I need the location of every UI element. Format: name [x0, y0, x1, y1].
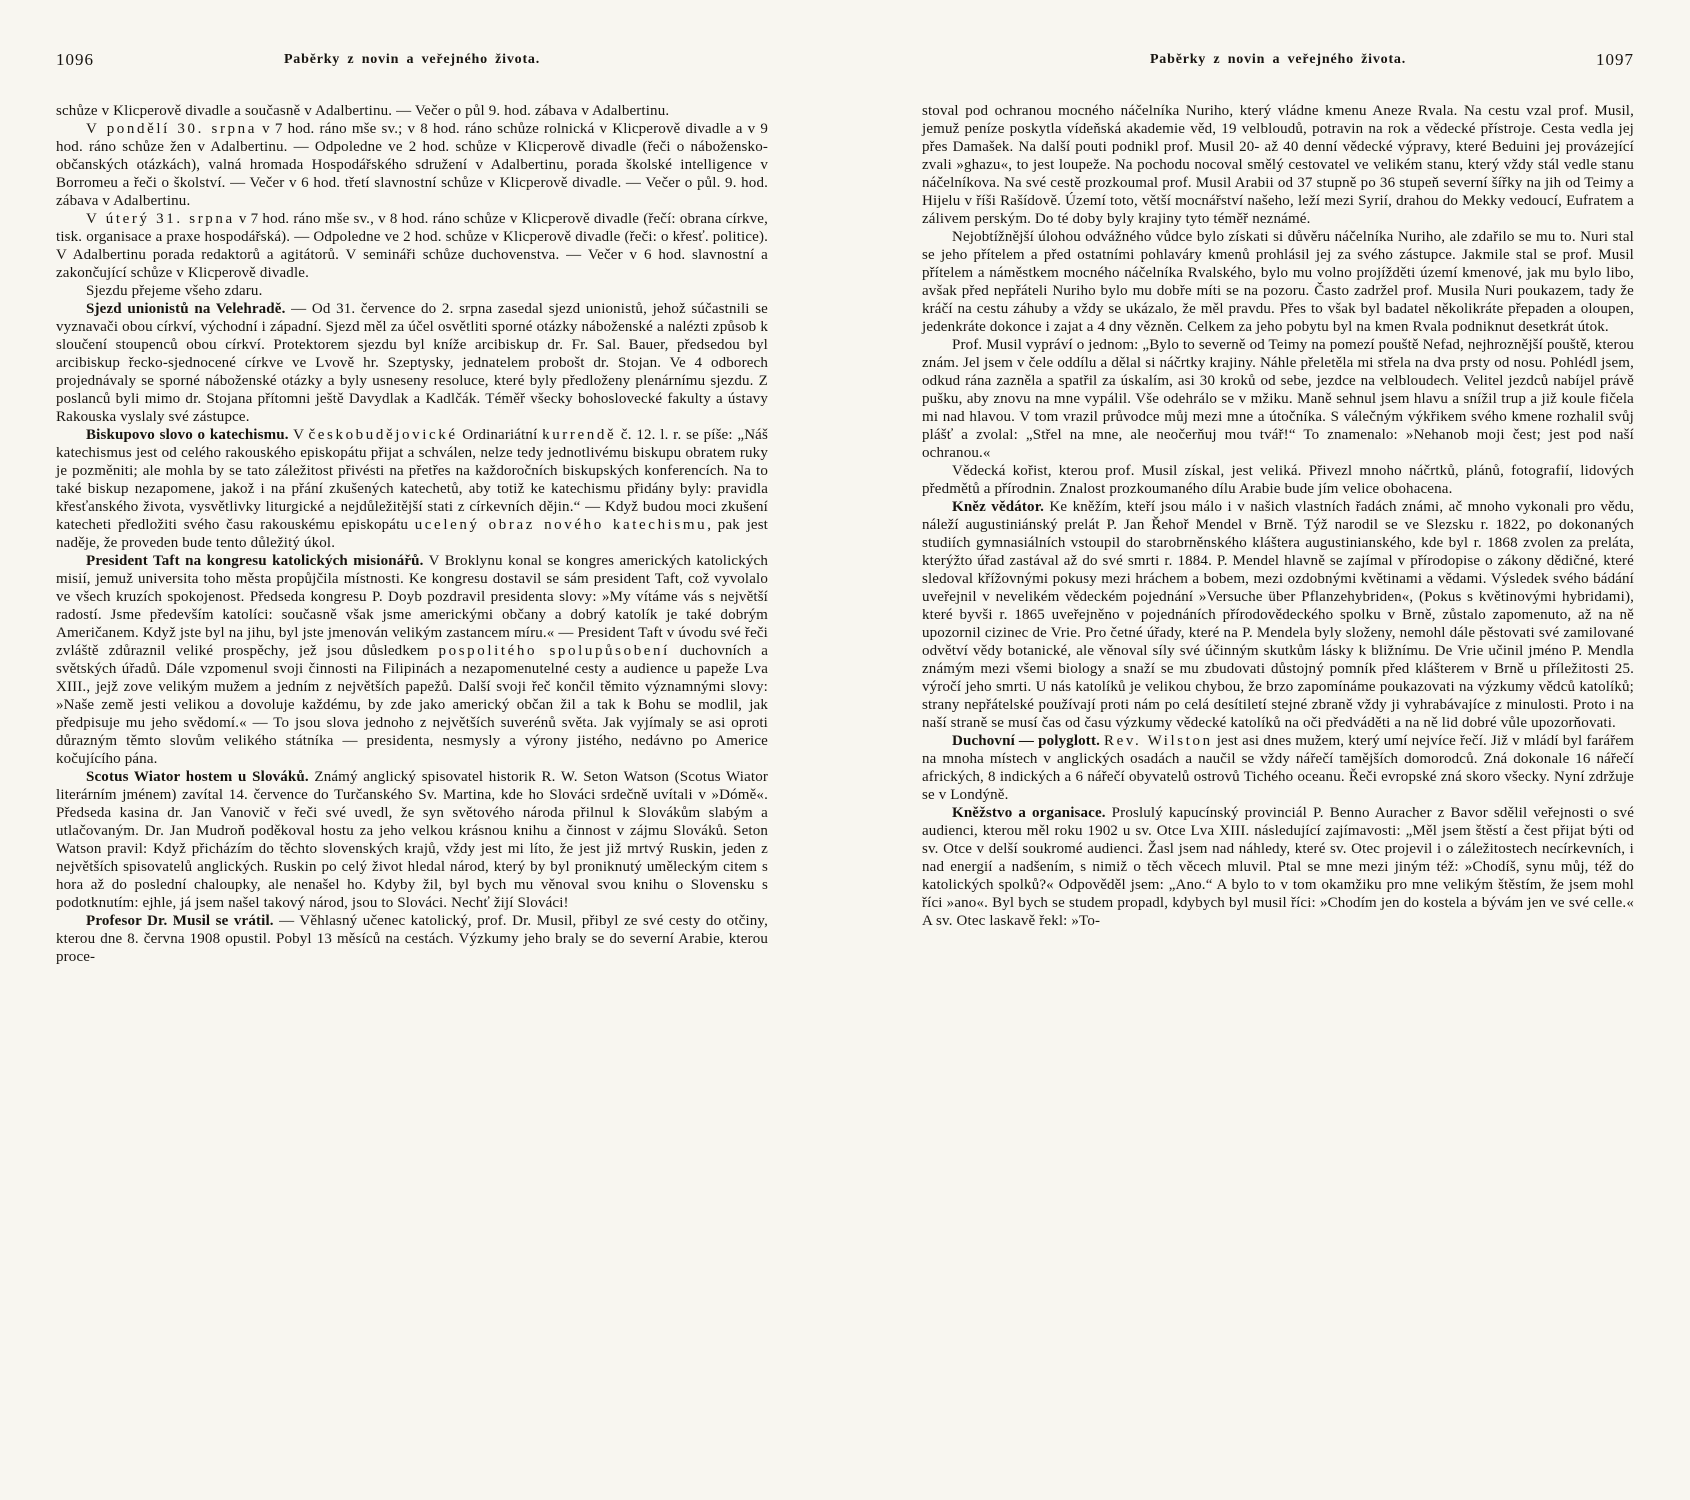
text-run: — Od 31. července do 2. srpna zasedal sjezd unionistů, jehož súčastnili se vyznavači obou církví, východní i západní. Sjezd měl za účel osvětliti sporné otázky náboženské a nalézti způsob k sloučení stoupenců obou církví. Protektorem sjezdu byl kníže arcibiskup dr. Fr. Sal. Bauer, předsedou byl arcibiskup řecko-sjednocené církve ve Lvově hr. Szeptysky, jednatelem probošt dr. Stojan. Ve 4 odborech projednávaly se sporné náboženské otázky a byly usneseny resoluce, které byly předloženy plenárnímu sjezdu. Z poslanců byli mimo dr. Stojana přítomni ještě Davydlak a Kadlčák. Téměř všecky bohoslovecké fakulty a ústavy Rakouska vyslaly své zástupce.: [56, 301, 768, 425]
text-run: Nejobtížnější úlohou odvážného vůdce bylo získati si důvěru náčelníka Nuriho, ale zdařilo se mu to. Nuri stal se jeho přítelem a před ostatními pohlaváry kmenů prohlásil jej za svého zástupce. Jakmile stal se prof. Musil přítelem a náměstkem mocného náčelníka Rvalského, bylo mu volno projížděti území kmenové, jak mu bylo libo, avšak před nepřáteli Nuriho bylo mu dobře míti se na pozoru. Často zadržel prof. Musila Nuri poukazem, tady že kráčí na cestu záhuby a vždy se ukázalo, že měl pravdu. Přes to však byl badatel několikráte přepaden a oloupen, jedenkráte dokonce i zajat a 4 dny vězněn. Celkem za jeho pobytu byl na kmen Rvala podniknut desetkrát útok.: [922, 229, 1634, 335]
text-run: jest asi dnes mužem, který umí nejvíce řečí. Již v mládí byl farářem na mnoha místech v anglických osadách a naučil se vždy nářečí tamějších domorodců. Zná dokonale 16 nářečí afrických, 8 indických a 6 nářečí obyvatelů ostrovů Tichého oceanu. Řeči evropské zná skoro všecky. Nyní zdržuje se v Londýně.: [922, 733, 1635, 803]
paragraph: [56, 426, 768, 552]
text-run: Sjezd unionistů na Velehradě.: [86, 301, 286, 317]
text-run: V pondělí 30. srpna: [86, 121, 258, 137]
running-title-left: Paběrky z novin a veřejného života.: [283, 52, 541, 67]
paragraph: [56, 300, 768, 426]
text-run: , pak jest naděje, že proveden bude tento důležitý úkol.: [56, 517, 768, 551]
text-run: Kněžstvo a organisace.: [952, 805, 1106, 821]
page-right: [922, 50, 1634, 1500]
page-header-left: [56, 50, 768, 76]
text-run: Vědecká kořist, kterou prof. Musil získal, jest veliká. Přivezl mnoho náčrtků, plánů, fotografií, lidových předmětů a přírodnin. Znalost prozkoumaného dílu Arabie bude jím velice obohacena.: [922, 463, 1634, 497]
paragraph: [56, 768, 768, 912]
text-run: Ke kněžím, kteří jsou málo i v našich vlastních řadách známi, ač mnoho vykonali pro vědu, náleží augustiniánský prelát P. Jan Řehoř Mendel v Brně. Týž narodil se ve Slezsku r. 1822, po dokonaných studiích gymnasiálních vstoupil do starobrněnského kláštera augustinianského, kde byl r. 1868 zvolen za preláta, kterýžto úřad zastával až do své smrti r. 1884. P. Mendel hlavně se zajímal v přírodopise o zákony dědičné, které sledoval křížovnými pokusy mezi hráchem a bobem, mezi ozdobnými květinami a vědami. Výsledek svého bádání uveřejnil v nevelikém vědeckém pojednání »Versuche über Pflanzehybriden«, (Pokus s květinovými hybridami), které byvši r. 1865 uveřejněno v pojednáních přírodovědeckého spolku v Brně, zůstalo zapomenuto, až na ně upozornil cizinec de Vrie. Pro četné úřady, které na P. Mendela byly složeny, nemohl dále pěstovati své zamilované odvětví vědy botanické, ale věnoval síly své účinným skutkům lásky k bližnímu. De Vrie učinil jméno P. Mendla známým mezi všemi biology a snaží se mu zbudovati důstojný pomník před klášterem v Brně u příležitosti 25. výročí jeho smrti. U nás katolíků je velikou chybou, že brzo zapomínáme poukazovati na výzkumy vědců katolíků; strany nepřátelské používají proti nám po celá desítiletí stejné zbraně vždy ji vyhrabávajíce z minulosti. Proto i na naší straně se musí čas od času výzkumy vědecké katolíků na oči předváděti a na ně lid dobré vůle upozorňovati.: [922, 499, 1635, 731]
page-left: [56, 50, 768, 1500]
text-run: kurrendě: [542, 427, 617, 443]
paragraph: [922, 498, 1634, 732]
text-run: českobudějovické: [308, 427, 458, 443]
paragraph: [56, 210, 768, 282]
paragraph: [56, 102, 768, 120]
text-run: schůze v Klicperově divadle a současně v Adalbertinu. — Večer o půl 9. hod. zábava v Adalbertinu.: [56, 103, 670, 119]
text-run: Známý anglický spisovatel historik R. W. Seton Watson (Scotus Wiator literárním jménem) zavítal 14. července do Turčanského Sv. Martina, kde ho Slováci srdečně uvítali v »Dómě«. Předseda kasina dr. Jan Vanovič v řeči své uvedl, že syn světového národa přilnul k Slovákům slabým a utlačovaným. Dr. Jan Mudroň poděkoval hostu za jeho velkou krásnou knihu a činnost v zájmu Slováků. Seton Watson pravil: Když přicházím do těchto slovenských krajů, vždy jest mi líto, že jest již mrtvý Ruskin, jeden z největších spisovatelů anglických. Ruskin po celý život hledal národ, který by byl proniknutý uměleckým citem s hora až do poslední chaloupky, ale nenašel ho. Kdyby žil, byl bych mu věnoval svou knihu o Slovensku s podotknutím: ejhle, já jsem našel takový národ, jsou to Slováci. Nechť žijí Slováci!: [56, 769, 768, 911]
paragraph: [922, 462, 1634, 498]
text-run: v 7 hod. ráno mše sv.; v 8 hod. ráno schůze rolnická v Klicperově divadle a v 9 hod. ráno schůze žen v Adalbertinu. — Odpoledne ve 2 hod. schůze v Klicperově divadle (řeči o nábožensko-občanských otázkách), valná hromada Hospodářského sdružení v Adalbertinu, porada školské intelligence v Borromeu a řeči o školství. — Večer v 6 hod. třetí slavnostní schůze v Klicperově divadle. — Večer o půl. 9. hod. zábava v Adalbertinu.: [56, 121, 768, 209]
text-run: Rev. Wilston: [1104, 733, 1213, 749]
page-text-right: [922, 102, 1634, 930]
paragraph: [922, 228, 1634, 336]
text-run: ucelený obraz nového katechismu: [414, 517, 708, 533]
paragraph: [56, 120, 768, 210]
paragraph: [922, 732, 1634, 804]
text-run: Duchovní — polyglott.: [952, 733, 1100, 749]
page-header-right: [922, 50, 1634, 76]
text-run: V: [288, 427, 309, 443]
text-run: V Broklynu konal se kongres amerických katolických misií, jemuž universita toho města propůjčila místnosti. Ke kongresu dostavil se sám president Taft, což vyvolalo ve všech kruzích spokojenost. Předseda kongresu P. Doyb pozdravil presidenta slovy: »My vítáme vás s největší radostí. Jsme především katolíci: současně však jsme americkými občany a dobrý katolík je také dobrým Američanem. Když jste byl na jihu, byl jste jmenován velikým zastancem míru.« — President Taft v úvodu své řeči zvláště zdůraznil veliké prospěchy, jež jsou důsledkem: [56, 553, 768, 659]
text-run: č. 12. l. r. se píše: „Náš katechismus jest od celého rakouského episkopátu přijat a schválen, nelze tedy jednotlivému biskupu obratem ruky je pozměniti; ale mohla by se tato záležitost přivésti na přetřes na každoročních biskupských konferencích. Na to také biskup nezapomene, jakož i na přání zkušených katechetů, aby totiž ke katechismu přidány byly: pravidla křesťanského života, vysvětlivky liturgické a nejdůležitější stati z církevních dějin.“ — Když budou moci zkušení katecheti předložiti svého času rakouskému episkopátu: [56, 427, 768, 533]
text-run: Kněz vědátor.: [952, 499, 1045, 515]
text-run: President Taft na kongresu katolických misionářů.: [86, 553, 424, 569]
paragraph: [922, 336, 1634, 462]
text-run: Proslulý kapucínský provinciál P. Benno Auracher z Bavor sdělil veřejnosti o své audienci, kterou měl roku 1902 u sv. Otce Lva XIII. následující zajímavosti: „Měl jsem štěstí a čest přijat býti od sv. Otce v delší soukromé audienci. Žasl jsem nad náhledy, které sv. Otec projevil i o záležitostech necírkevních, i nad energií a nadšením, s nimiž o těch věcech mluvil. Ptal se mne mezi jiným též: »Chodíš, synu můj, též do katolických spolků?« Odpověděl jsem: „Ano.“ A bylo to v tom okamžiku pro mne velikým štěstím, že jsem mohl říci »ano«. Byl bych se studem propadl, kdybych byl musil říci: »Chodím jen do kostela a bývám jen ve své celle.« A sv. Otec laskavě řekl: »To-: [922, 805, 1635, 929]
text-run: — Věhlasný učenec katolický, prof. Dr. Musil, přibyl ze své cesty do otčiny, kterou dne 8. června 1908 opustil. Pobyl 13 měsíců na cestách. Výzkumy jeho braly se do severní Arabie, kterou proce-: [56, 913, 768, 965]
page-number-left: 1096: [56, 50, 94, 69]
paragraph: [56, 912, 768, 966]
text-run: duchovních a světských úřadů. Dále vzpomenul svoji činnosti na Filipinách a nezapomenutelné cesty a audience u papeže Lva XIII., jejž zove velikým mužem a jedním z největších papežů. Další svoji řeč končil těmito významnými slovy: »Naše země jesti velikou a dovoluje každému, by zde jako americký občan žil a tak k Bohu se modlil, jak předpisuje mu jeho svědomí.« — To jsou slova jednoho z největších suverénů světa. Jak vyjímaly se asi oproti důrazným těmto slovům velikého státníka — presidenta, nesmysly a výrony jistého, nedávno po Americe kočujícího pána.: [56, 643, 769, 767]
text-run: Ordinariátní: [457, 427, 543, 443]
running-title-right: Paběrky z novin a veřejného života.: [1149, 52, 1407, 67]
text-run: Scotus Wiator hostem u Slováků.: [86, 769, 309, 785]
paragraph: [922, 804, 1634, 930]
paragraph: [56, 552, 768, 768]
text-run: stoval pod ochranou mocného náčelníka Nuriho, který vládne kmenu Aneze Rvala. Na cestu vzal prof. Musil, jemuž peníze poskytla vídeňská akademie věd, 19 velbloudů, potravin na rok a vědecké přístroje. Cesta vedla jej přes Damašek. Na další pouti podnikl prof. Musil 20- až 40 denní vědecké výpravy, které Beduini jej provázející zvali »ghazu«, to jest loupeže. Na pochodu nocoval smělý cestovatel ve velikém stanu, který vždy stál vedle stanu náčelníkova. Na své cestě prozkoumal prof. Musil Arabii od 37 stupně po 36 stupeň severní šířky na jih od Teimy a Hijelu v říši Rašídově. Území toto, větší mocnářství našeho, leží mezi Syrií, drahou do Mekky vedoucí, Eufratem a zálivem perským. Do té doby byly krajiny tyto téměř neznámé.: [922, 103, 1634, 227]
paragraph: [56, 282, 768, 300]
text-run: Sjezdu přejeme všeho zdaru.: [86, 283, 263, 299]
text-run: Biskupovo slovo o katechismu.: [86, 427, 289, 443]
text-run: pospolitého spolupůsobení: [438, 643, 670, 659]
text-run: Prof. Musil vypráví o jednom: „Bylo to severně od Teimy na pomezí pouště Nefad, nejhroznější pouště, kterou znám. Jel jsem v čele oddílu a dělal si náčrtky krajiny. Náhle přeletěla mi střela na dva prsty od nosu. Pohlédl jsem, odkud rána zazněla a spatřil za úskalím, asi 30 kroků od sebe, jezdce na velbloudech. Velitel jezdců nabíjel právě pušku, aby znovu na mne vypálil. Vše odehrálo se v mžiku. Maně sehnul jsem hlavu a snížil trup a již koule fičela mi nad hlavou. V tom vrazil průvodce můj mezi mne a útočníka. S válečným výkřikem svého kmene rozhalil svůj plášť a zvolal: „Střel na mne, ale neočerňuj mou tvář!“ To znamenalo: »Nehanob moji čest; jest pod naší ochranou.«: [922, 337, 1634, 461]
text-run: v 7 hod. ráno mše sv., v 8 hod. ráno schůze v Klicperově divadle (řečí: obrana církve, tisk. organisace a praxe hospodářská). — Odpoledne ve 2 hod. schůze v Klicperově divadle (řeči: o křesť. politice). V Adalbertinu porada redaktorů a agitátorů. V semináři schůze duchovenstva. — Večer v 6 hod. slavnostní a zakončující schůze v Klicperově divadle.: [56, 211, 768, 281]
text-run: V úterý 31. srpna: [86, 211, 235, 227]
paragraph: [922, 102, 1634, 228]
text-run: Profesor Dr. Musil se vrátil.: [86, 913, 274, 929]
page-number-right: 1097: [1596, 50, 1634, 69]
page-text-left: [56, 102, 768, 966]
